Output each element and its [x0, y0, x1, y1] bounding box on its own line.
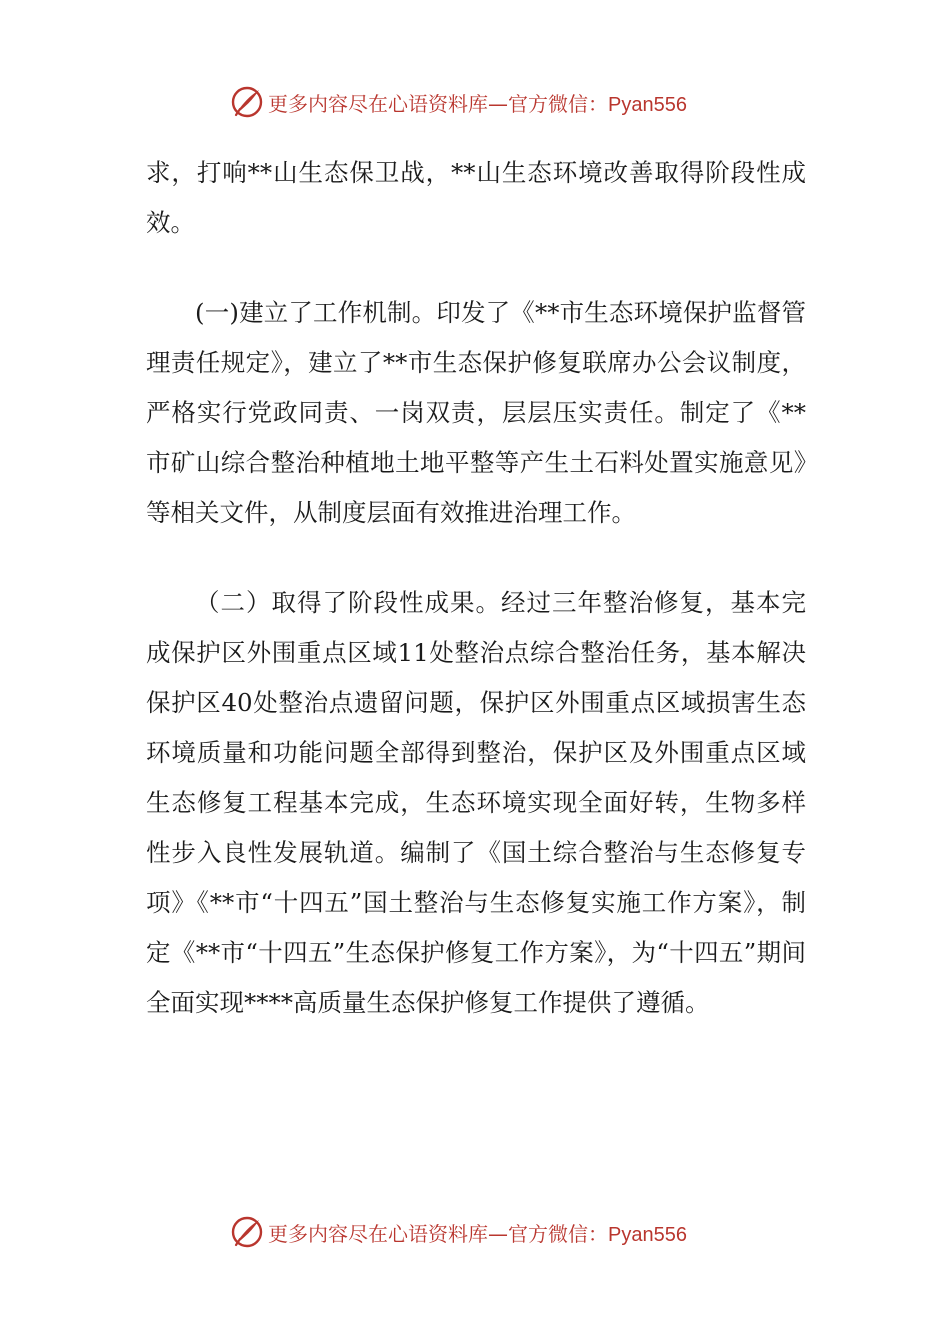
- banner-text: 更多内容尽在心语资料库—官方微信：Pyan556: [268, 1221, 687, 1246]
- wechat-id: Pyan556: [608, 93, 687, 116]
- paragraph-section-1: (一)建立了工作机制。印发了《**市生态环境保护监督管理责任规定》，建立了**市生态保护修复联席办公会议制度，严格实行党政同责、一岗双责，层层压实责任。制定了《**市矿山综合整治种植地土地平整等产生土石料处置实施意见》等相关文件，从制度层面有效推进治理工作。: [146, 298, 806, 527]
- paragraph-continuation: 求，打响**山生态保卫战，**山生态环境改善取得阶段性成效。: [146, 158, 806, 237]
- footer-banner: [230, 1212, 687, 1252]
- document-body: [146, 148, 806, 1028]
- wechat-id: Pyan556: [608, 1223, 687, 1246]
- quill-pen-logo-icon: [230, 85, 264, 119]
- quill-pen-logo-icon: [230, 1215, 264, 1249]
- header-banner: [230, 82, 687, 122]
- banner-text: 更多内容尽在心语资料库—官方微信：Pyan556: [268, 91, 687, 116]
- paragraph-section-2: （二）取得了阶段性成果。经过三年整治修复，基本完成保护区外围重点区域11处整治点综合整治任务，基本解决保护区40处整治点遗留问题，保护区外围重点区域损害生态环境质量和功能问题全部得到整治，保护区及外围重点区域生态修复工程基本完成，生态环境实现全面好转，生物多样性步入良性发展轨道。编制了《国土综合整治与生态修复专项》《**市“十四五”国土整治与生态修复实施工作方案》，制定《**市“十四五”生态保护修复工作方案》，为“十四五”期间全面实现****高质量生态保护修复工作提供了遵循。: [146, 588, 806, 1017]
